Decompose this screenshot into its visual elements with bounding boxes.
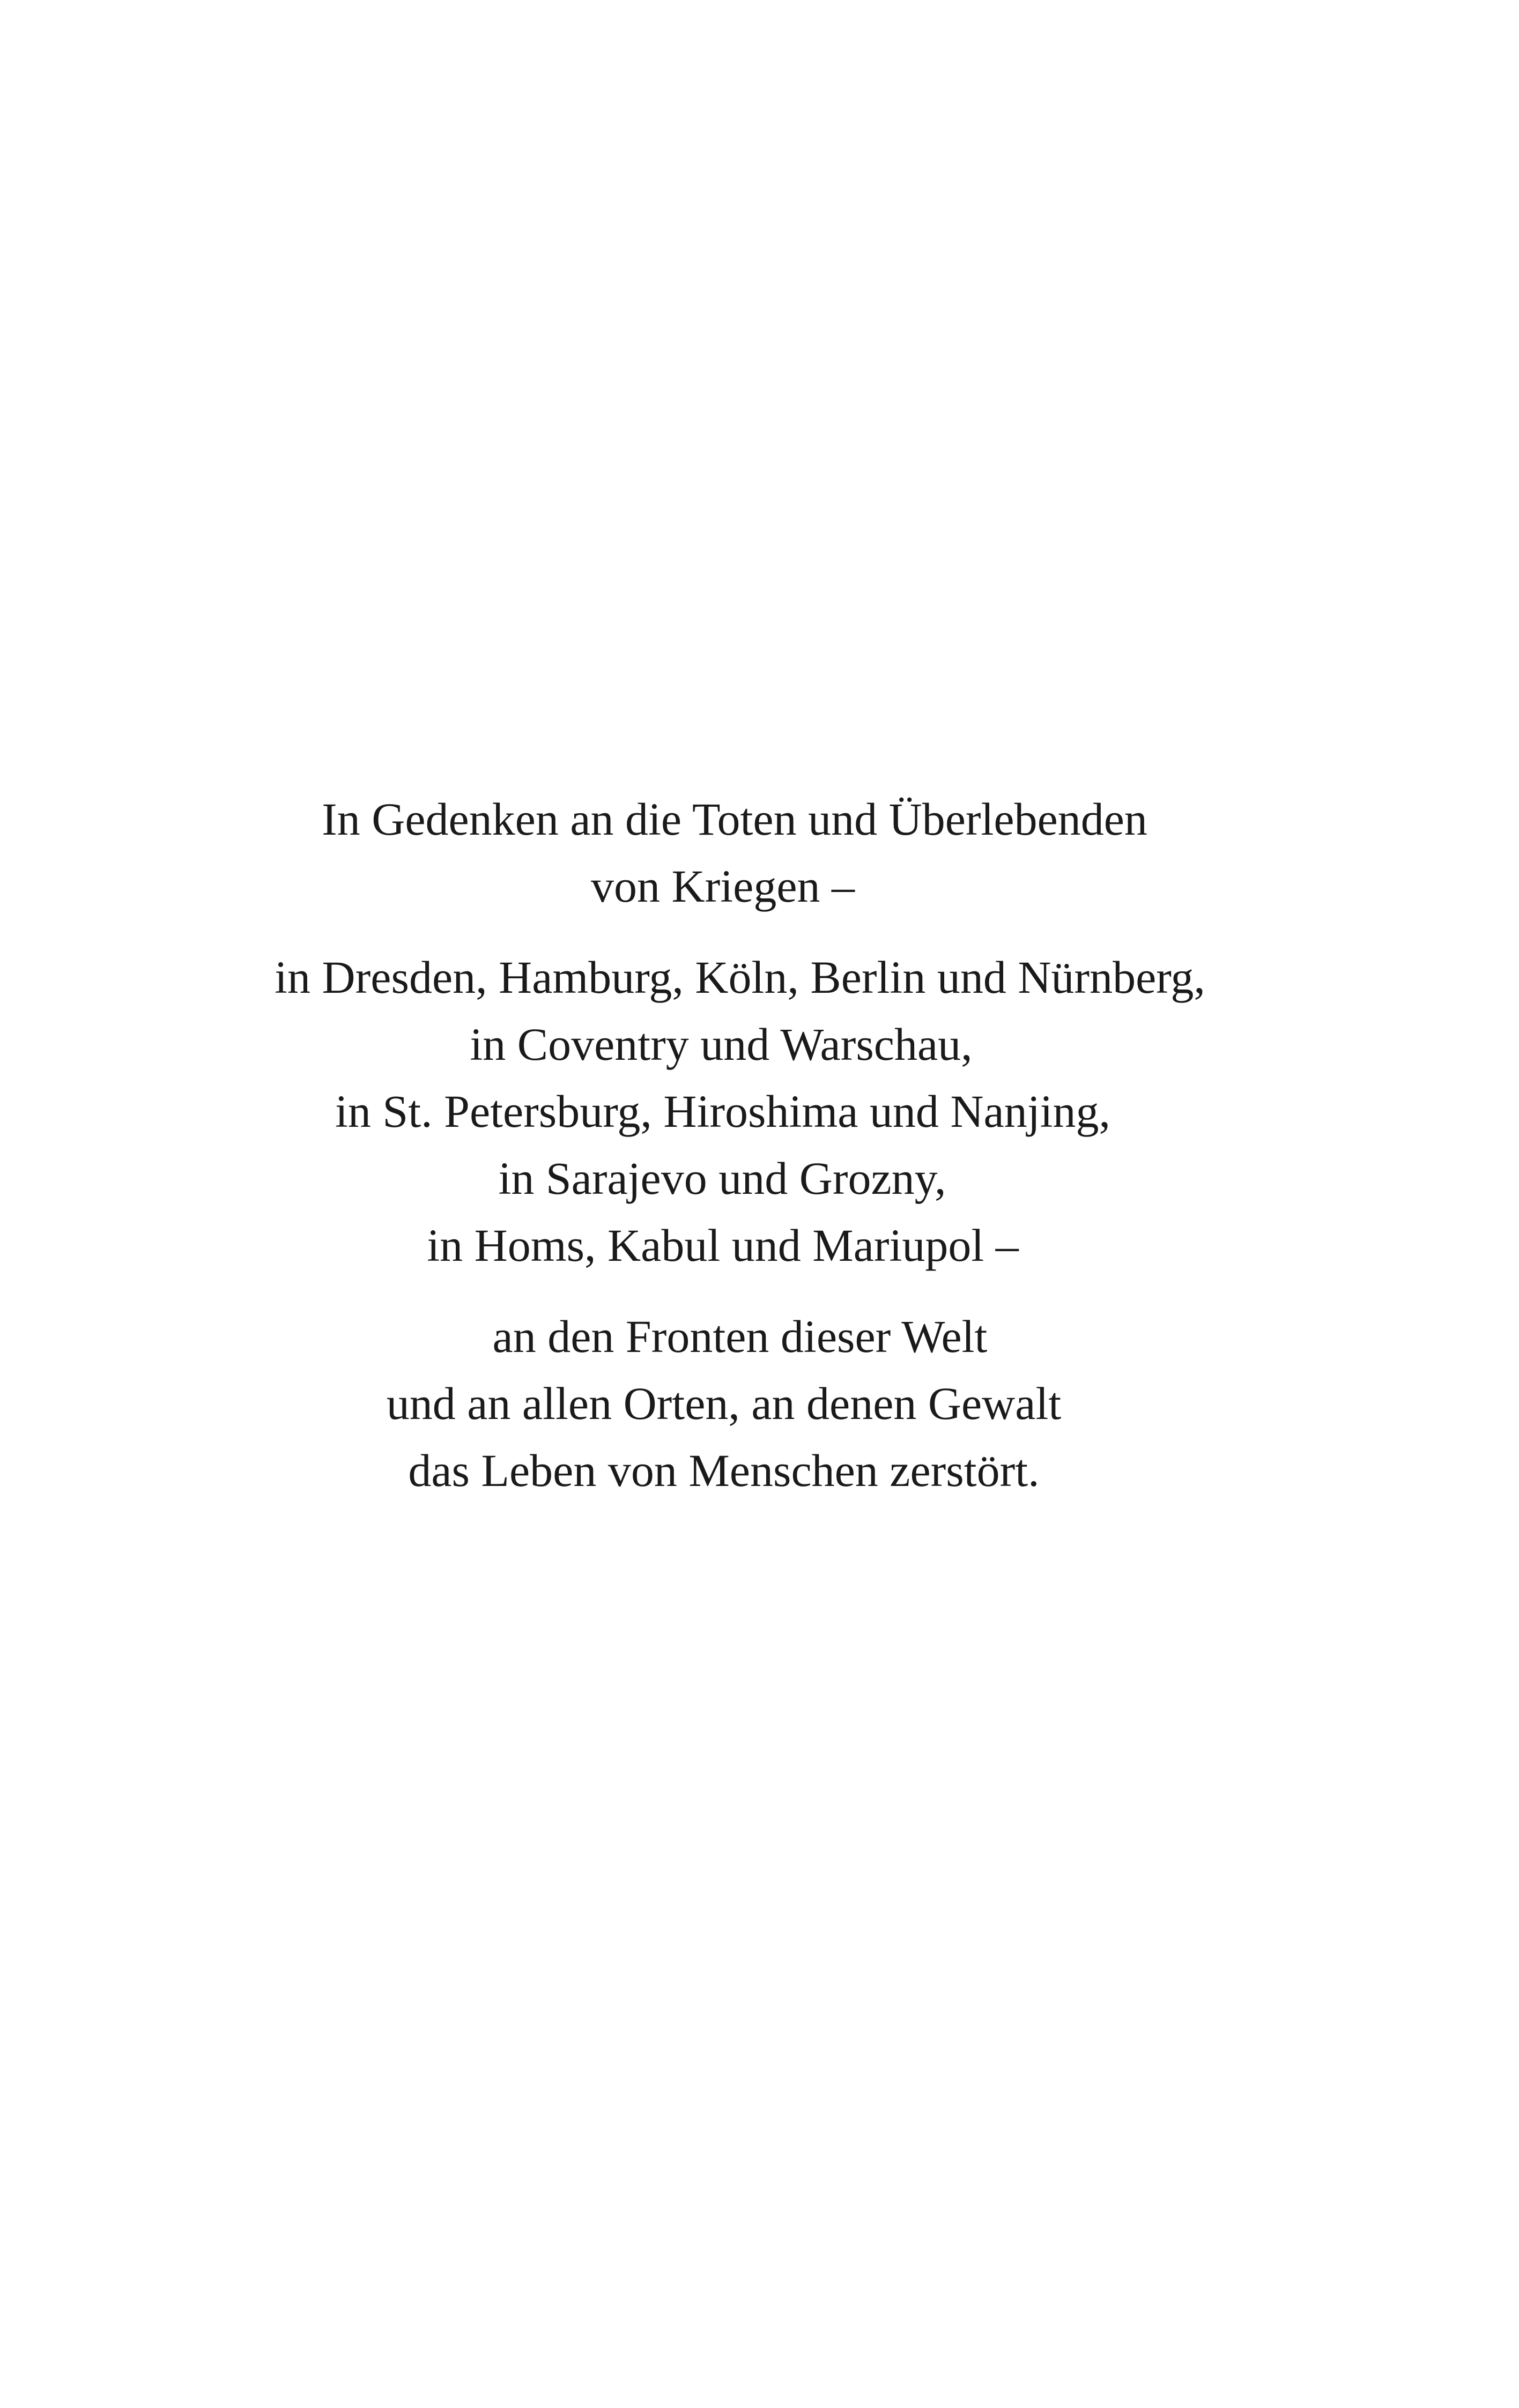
dedication-line: von Kriegen – <box>591 860 855 912</box>
dedication-line: in St. Petersburg, Hiroshima und Nanjing, <box>335 1086 1111 1137</box>
dedication-line: In Gedenken an die Toten und Überlebenden <box>322 793 1147 845</box>
dedication-line: und an allen Orten, an denen Gewalt <box>386 1378 1062 1429</box>
dedication-line: das Leben von Menschen zerstört. <box>408 1445 1040 1496</box>
dedication-line: an den Fronten dieser Welt <box>492 1311 988 1362</box>
dedication-line: in Coventry und Warschau, <box>470 1019 973 1070</box>
dedication-line: in Homs, Kabul und Mariupol – <box>427 1220 1019 1271</box>
dedication-line: in Dresden, Hamburg, Köln, Berlin und Nürnberg, <box>275 952 1205 1003</box>
dedication-line: in Sarajevo und Grozny, <box>498 1153 946 1204</box>
